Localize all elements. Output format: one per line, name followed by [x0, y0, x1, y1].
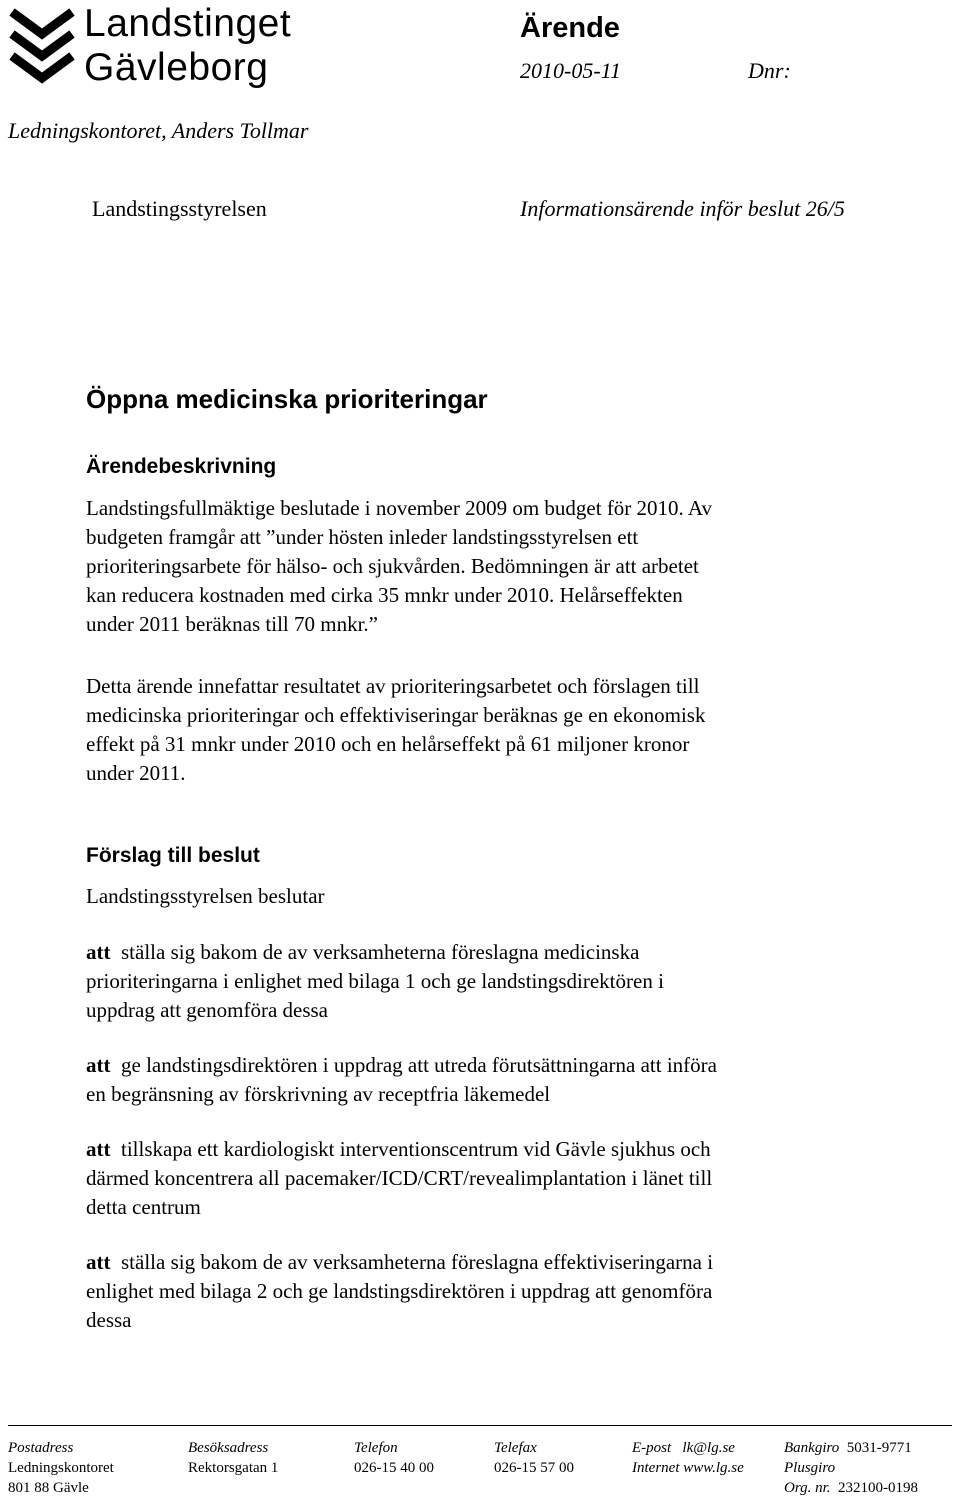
text-line: budgeten framgår att ”under hösten inleder landstingsstyrelsen ett [86, 525, 639, 549]
document-date: 2010-05-11 [520, 58, 622, 83]
footer-telefax: Telefax 026-15 57 00 [494, 1440, 574, 1476]
text-line: att ställa sig bakom de av verksamheterna föreslagna medicinska [86, 940, 640, 964]
section-heading-forslag: Förslag till beslut [86, 844, 260, 867]
section-heading-arendebeskrivning: Ärendebeskrivning [86, 455, 277, 478]
text-line: under 2011 beräknas till 70 mnkr.” [86, 612, 378, 636]
text-line: uppdrag att genomföra dessa [86, 998, 329, 1022]
text-line: Landstingsfullmäktige beslutade i november 2009 om budget för 2010. Av [86, 496, 713, 520]
text-line: effekt på 31 mnkr under 2010 och en helårseffekt på 61 miljoner kronor [86, 732, 690, 756]
logo-line-1: Landstinget [84, 2, 292, 45]
att-keyword: att [86, 1053, 111, 1077]
recipient: Landstingsstyrelsen [92, 196, 267, 221]
text-line: därmed koncentrera all pacemaker/ICD/CRT/revealimplantation i länet till [86, 1166, 713, 1190]
text-line: kan reducera kostnaden med cirka 35 mnkr under 2010. Helårseffekten [86, 583, 683, 607]
decision-intro: Landstingsstyrelsen beslutar [86, 884, 325, 908]
paragraph-background [86, 494, 866, 639]
att-keyword: att [86, 1137, 111, 1161]
dnr-label: Dnr: [748, 58, 791, 83]
footer-postadress: Postadress Ledningskontoret 801 88 Gävle [8, 1440, 114, 1496]
text-line: prioriteringarna i enlighet med bilaga 1 och ge landstingsdirektören i [86, 969, 664, 993]
decision-item [86, 938, 866, 1025]
email-link[interactable]: lk@lg.se [682, 1440, 735, 1456]
document-kind: Informationsärende inför beslut 26/5 [520, 196, 845, 221]
page-title: Öppna medicinska prioriteringar [86, 384, 488, 414]
logo-line-2: Gävleborg [84, 46, 269, 89]
text-line: under 2011. [86, 761, 186, 785]
text-line: prioriteringsarbete för hälso- och sjukvården. Bedömningen är att arbetet [86, 554, 699, 578]
text-line: en begränsning av förskrivning av receptfria läkemedel [86, 1082, 551, 1106]
author: Ledningskontoret, Anders Tollmar [8, 118, 309, 143]
text-line: dessa [86, 1308, 132, 1332]
text-line: medicinska prioriteringar och effektiviseringar beräknas ge en ekonomisk [86, 703, 706, 727]
text-line: Detta ärende innefattar resultatet av prioriteringsarbetet och förslagen till [86, 674, 700, 698]
website-link[interactable]: www.lg.se [683, 1460, 744, 1476]
footer-epost-internet: E-post lk@lg.se Internet www.lg.se [632, 1440, 744, 1476]
paragraph-summary [86, 672, 866, 788]
decision-item [86, 1051, 866, 1109]
text-line: att ge landstingsdirektören i uppdrag att utreda förutsättningarna att införa [86, 1053, 717, 1077]
footer [8, 1425, 952, 1496]
att-keyword: att [86, 940, 111, 964]
footer-telefon: Telefon 026-15 40 00 [354, 1440, 434, 1476]
footer-besoksadress: Besöksadress Rektorsgatan 1 [188, 1440, 279, 1476]
decision-item [86, 1135, 866, 1222]
text-line: att tillskapa ett kardiologiskt interventionscentrum vid Gävle sjukhus och [86, 1137, 711, 1161]
decision-item [86, 1248, 866, 1335]
text-line: detta centrum [86, 1195, 201, 1219]
text-line: enlighet med bilaga 2 och ge landstingsdirektören i uppdrag att genomföra [86, 1279, 713, 1303]
att-keyword: att [86, 1250, 111, 1274]
text-line: att ställa sig bakom de av verksamheterna föreslagna effektiviseringarna i [86, 1250, 714, 1274]
landsting-logo-icon [8, 4, 78, 90]
document-type: Ärende [520, 12, 620, 44]
footer-bank: Bankgiro 5031-9771 Plusgiro Org. nr. 232100-0198 [784, 1440, 919, 1496]
